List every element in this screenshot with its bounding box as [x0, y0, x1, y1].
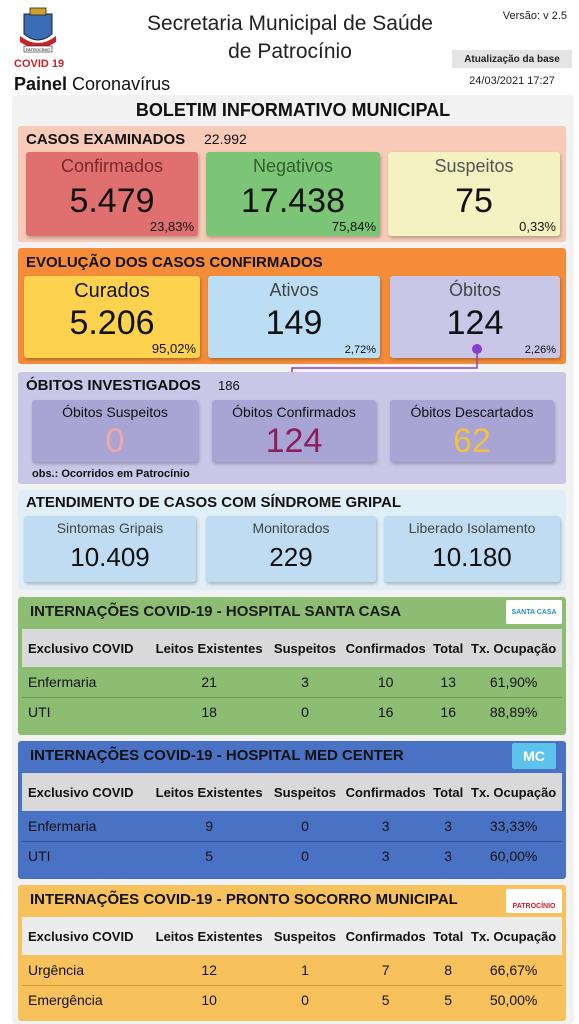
col-suspeitos: Suspeitos	[273, 640, 337, 656]
casos-examinados-total: 22.992	[204, 131, 247, 147]
pronto-socorro-section	[18, 885, 566, 1021]
col-suspeitos: Suspeitos	[273, 928, 337, 944]
negativos-label: Negativos	[252, 156, 334, 176]
table-row	[22, 811, 562, 841]
santa-casa-table	[22, 629, 562, 727]
curados-label: Curados	[74, 280, 150, 302]
table-row	[22, 667, 562, 697]
cell: 88,89%	[489, 704, 538, 721]
obitos-suspeitos-card[interactable]	[32, 400, 198, 462]
cell: 0	[301, 817, 309, 834]
municipal-crest-logo	[16, 6, 60, 56]
pronto-socorro-title: INTERNAÇÕES COVID-19 - PRONTO SOCORRO MUNICIPAL	[30, 891, 458, 908]
table-header-row	[22, 773, 562, 811]
table-header-row	[22, 629, 562, 667]
cell: 5	[444, 992, 453, 1009]
crest-banner-text: PATROCÍNIO	[25, 47, 51, 52]
cell: 3	[444, 817, 453, 834]
confirmados-card[interactable]	[26, 152, 198, 236]
cell: 16	[440, 704, 456, 721]
suspeitos-value: 75	[455, 182, 493, 220]
painel-rest: Coronavírus	[72, 74, 171, 94]
obitos-investigados-title: ÓBITOS INVESTIGADOS	[26, 377, 201, 394]
cell: 1	[301, 961, 309, 978]
table-row	[22, 697, 562, 727]
liberado-isolamento-label: Liberado Isolamento	[408, 520, 536, 536]
curados-card[interactable]	[24, 276, 200, 358]
sindrome-gripal-section	[18, 490, 566, 590]
cell: 10	[377, 673, 394, 690]
med-center-table	[22, 773, 562, 871]
cell: 3	[381, 848, 390, 865]
pronto-socorro-logo: PATROCÍNIO	[506, 889, 562, 913]
negativos-value: 17.438	[241, 182, 345, 220]
obitos-confirmados-label: Óbitos Confirmados	[232, 404, 356, 420]
ativos-pct: 2,72%	[344, 344, 376, 356]
cell: 12	[201, 961, 217, 978]
cell: 3	[444, 848, 453, 865]
obitos-pct: 2,26%	[524, 344, 556, 356]
monitorados-label: Monitorados	[252, 520, 330, 536]
col-total: Total	[433, 784, 464, 800]
cell: 13	[440, 673, 456, 690]
liberado-isolamento-value: 10.180	[432, 542, 512, 572]
cell: 10	[201, 992, 217, 1009]
cell: 3	[381, 817, 390, 834]
cell: 50,00%	[489, 992, 538, 1009]
row-name: Enfermaria	[28, 817, 97, 834]
row-name: UTI	[28, 704, 51, 721]
confirmados-label: Confirmados	[60, 156, 164, 176]
curados-value: 5.206	[69, 304, 155, 342]
casos-examinados-title: CASOS EXAMINADOS	[26, 131, 186, 148]
obitos-suspeitos-value: 0	[105, 422, 125, 460]
update-date: 24/03/2021 17:27	[469, 75, 555, 87]
col-suspeitos: Suspeitos	[273, 784, 337, 800]
obitos-confirmados-card[interactable]	[212, 400, 376, 462]
col-exclusivo: Exclusivo COVID	[28, 640, 134, 656]
cell: 33,33%	[489, 817, 538, 834]
suspeitos-pct: 0,33%	[519, 219, 556, 234]
cell: 61,90%	[489, 673, 538, 690]
col-total: Total	[433, 640, 464, 656]
evolucao-title: EVOLUÇÃO DOS CASOS CONFIRMADOS	[26, 254, 323, 271]
santa-casa-title: INTERNAÇÕES COVID-19 - HOSPITAL SANTA CASA	[30, 603, 402, 620]
painel-title	[14, 74, 170, 95]
page-title-line2: de Patrocínio	[228, 40, 352, 63]
painel-bold: Painel	[14, 74, 68, 94]
col-leitos: Leitos Existentes	[155, 640, 263, 656]
santa-casa-section	[18, 597, 566, 735]
ativos-label: Ativos	[269, 280, 319, 300]
cell: 0	[301, 992, 309, 1009]
row-name: UTI	[28, 848, 51, 865]
col-confirmados: Confirmados	[345, 928, 426, 944]
obitos-descartados-card[interactable]	[390, 400, 554, 462]
cell: 8	[444, 961, 453, 978]
col-total: Total	[433, 928, 464, 944]
col-leitos: Leitos Existentes	[155, 928, 263, 944]
casos-examinados-section	[18, 126, 566, 242]
suspeitos-label: Suspeitos	[434, 156, 514, 176]
col-exclusivo: Exclusivo COVID	[28, 928, 134, 944]
ativos-value: 149	[265, 304, 323, 342]
santa-casa-logo: SANTA CASA	[506, 600, 562, 624]
update-base-button[interactable]: Atualização da base	[452, 50, 572, 68]
row-name: Emergência	[28, 992, 103, 1009]
cell: 5	[381, 992, 390, 1009]
cell: 16	[377, 704, 394, 721]
boletim-title: BOLETIM INFORMATIVO MUNICIPAL	[135, 100, 451, 120]
col-exclusivo: Exclusivo COVID	[28, 784, 134, 800]
suspeitos-card[interactable]	[388, 152, 560, 236]
obitos-suspeitos-label: Óbitos Suspeitos	[62, 404, 168, 420]
negativos-pct: 75,84%	[331, 219, 376, 234]
sindrome-gripal-title: ATENDIMENTO DE CASOS COM SÍNDROME GRIPAL	[26, 494, 402, 511]
col-leitos: Leitos Existentes	[155, 784, 263, 800]
obitos-investigados-total: 186	[218, 378, 240, 393]
cell: 60,00%	[489, 848, 538, 865]
page-title-line1: Secretaria Municipal de Saúde	[146, 12, 433, 35]
curados-pct: 95,02%	[151, 341, 196, 356]
covid-label: COVID 19	[14, 58, 65, 70]
pronto-socorro-table	[22, 917, 562, 1015]
col-ocupacao: Tx. Ocupação	[471, 640, 557, 656]
sintomas-gripais-value: 10.409	[70, 542, 150, 572]
table-row	[22, 841, 562, 871]
cell: 7	[381, 961, 390, 978]
med-center-logo: MC	[512, 743, 556, 769]
cell: 66,67%	[489, 961, 538, 978]
cell: 18	[201, 704, 217, 721]
obitos-label: Óbitos	[448, 280, 502, 300]
cell: 21	[201, 673, 217, 690]
table-row	[22, 955, 562, 985]
confirmados-value: 5.479	[69, 182, 155, 220]
row-name: Urgência	[28, 961, 85, 978]
cell: 9	[205, 817, 213, 834]
col-confirmados: Confirmados	[345, 640, 426, 656]
col-ocupacao: Tx. Ocupação	[471, 928, 557, 944]
confirmados-pct: 23,83%	[149, 219, 194, 234]
obitos-descartados-label: Óbitos Descartados	[410, 404, 534, 420]
obitos-confirmados-value: 124	[265, 422, 323, 460]
obitos-investigados-section	[18, 372, 566, 484]
sintomas-gripais-card[interactable]	[24, 516, 196, 582]
page-title	[110, 10, 470, 66]
monitorados-card[interactable]	[206, 516, 376, 582]
med-center-title: INTERNAÇÕES COVID-19 - HOSPITAL MED CENTER	[30, 747, 404, 764]
cell: 5	[205, 848, 213, 865]
med-center-section	[18, 741, 566, 879]
table-header-row	[22, 917, 562, 955]
obitos-descartados-value: 62	[453, 422, 491, 460]
negativos-card[interactable]	[206, 152, 380, 236]
obitos-value: 124	[446, 304, 504, 342]
table-row	[22, 985, 562, 1015]
obitos-obs-note: obs.: Ocorridos em Patrocínio	[32, 468, 190, 480]
cell: 0	[301, 704, 309, 721]
monitorados-value: 229	[269, 542, 313, 572]
liberado-isolamento-card[interactable]	[384, 516, 560, 582]
sintomas-gripais-label: Sintomas Gripais	[56, 520, 164, 536]
col-confirmados: Confirmados	[345, 784, 426, 800]
cell: 0	[301, 848, 309, 865]
col-ocupacao: Tx. Ocupação	[471, 784, 557, 800]
row-name: Enfermaria	[28, 673, 97, 690]
cell: 3	[301, 673, 309, 690]
version-label: Versão: v 2.5	[502, 10, 567, 22]
